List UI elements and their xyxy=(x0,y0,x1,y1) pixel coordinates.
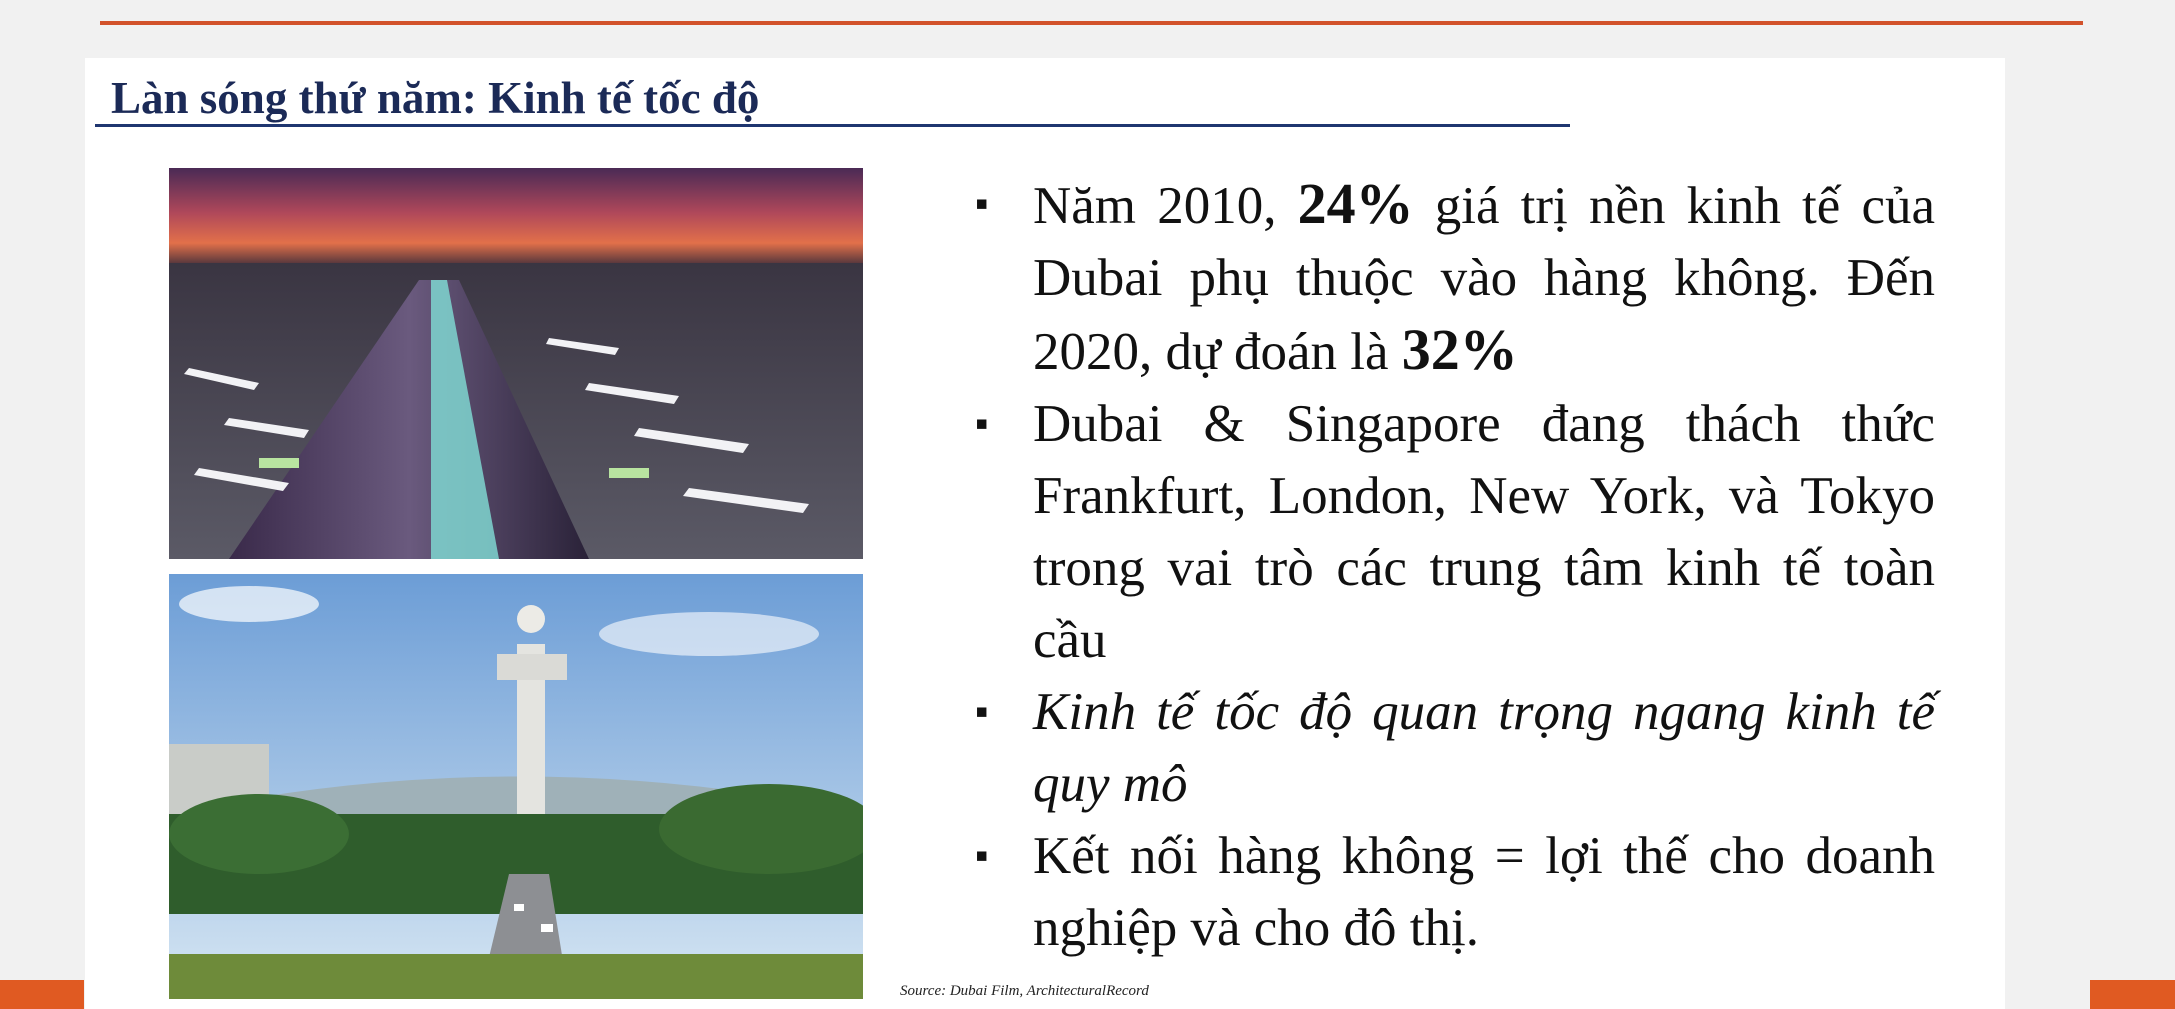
bullet-item xyxy=(975,168,1935,388)
bullet-marker: ▪ xyxy=(975,691,989,733)
bullet-item xyxy=(975,676,1935,820)
bullet-marker: ▪ xyxy=(975,403,989,445)
slide-title: Làn sóng thứ năm: Kinh tế tốc độ xyxy=(111,73,760,123)
slide xyxy=(85,58,2005,1009)
dubai-airport-photo xyxy=(169,168,863,559)
bullet-list xyxy=(975,168,1935,964)
bullet-highlight: 24% xyxy=(1297,171,1414,236)
bullet-text: Kinh tế tốc độ quan trọng ngang kinh tế quy mô xyxy=(1033,683,1935,813)
bullet-marker: ▪ xyxy=(975,835,989,877)
title-underline xyxy=(95,124,1570,127)
bullet-text: Dubai & Singapore đang thách thức Frankfurt, London, New York, và Tokyo trong vai trò các trung tâm kinh tế toàn cầu xyxy=(1033,395,1935,669)
bullet-text: giá trị nền kinh tế của Dubai phụ thuộc vào hàng không. Đến 2020, dự đoán là xyxy=(1033,177,1935,381)
footer-accent-left xyxy=(0,980,84,1009)
bullet-highlight: 32% xyxy=(1401,317,1518,382)
bullet-text: Kết nối hàng không = lợi thế cho doanh nghiệp và cho đô thị. xyxy=(1033,827,1935,957)
source-caption: Source: Dubai Film, ArchitecturalRecord xyxy=(900,983,1149,999)
singapore-airport-photo xyxy=(169,574,863,999)
bullet-text: Năm 2010, xyxy=(1033,177,1298,235)
header-accent-rule xyxy=(100,21,2083,25)
footer-accent-right xyxy=(2090,980,2175,1009)
bullet-marker: ▪ xyxy=(975,183,989,225)
bullet-item xyxy=(975,820,1935,964)
bullet-item xyxy=(975,388,1935,676)
